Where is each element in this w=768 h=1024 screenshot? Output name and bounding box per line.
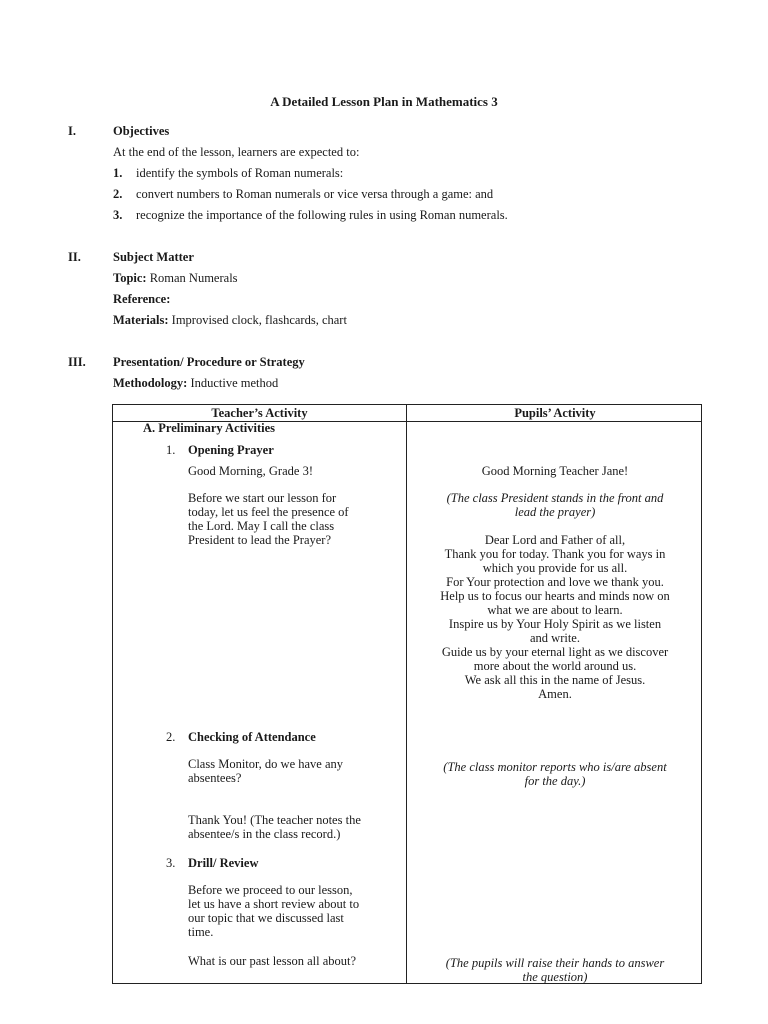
pupil-note-line: lead the prayer)	[514, 505, 596, 519]
teacher-prayer-line: Before we start our lesson for	[188, 491, 337, 505]
attendance-question-line: absentees?	[188, 771, 242, 785]
prayer-line: which you provide for us all.	[482, 561, 628, 575]
drill-line: Before we proceed to our lesson,	[188, 883, 353, 897]
topic-label: Topic:	[113, 271, 147, 285]
teacher-greeting: Good Morning, Grade 3!	[188, 464, 313, 478]
materials-value: Improvised clock, flashcards, chart	[171, 313, 347, 327]
prayer-line: Inspire us by Your Holy Spirit as we listen	[448, 617, 662, 631]
topic-line	[113, 271, 238, 285]
attendance-reply-line: (The class monitor reports who is/are absent	[443, 760, 667, 774]
materials-label: Materials:	[113, 313, 169, 327]
drill-line: let us have a short review about to	[188, 897, 360, 911]
prayer-line: more about the world around us.	[473, 659, 637, 673]
raise-hands-line: the question)	[522, 970, 588, 984]
methodology-value: Inductive method	[190, 376, 279, 390]
objective-number: 2.	[113, 187, 123, 201]
drill-line: our topic that we discussed last	[188, 911, 344, 925]
reference-label: Reference:	[113, 292, 171, 306]
item-number: 1.	[166, 443, 176, 457]
prayer-line: Guide us by your eternal light as we discover	[441, 645, 669, 659]
pupils-column-header: Pupils’ Activity	[514, 406, 596, 420]
raise-hands-line: (The pupils will raise their hands to answer	[445, 956, 665, 970]
section-number-subject-matter: II.	[68, 250, 81, 264]
prayer-line: and write.	[530, 631, 580, 645]
objective-text: recognize the importance of the following rules in using Roman numerals.	[136, 208, 508, 222]
teacher-prayer-line: today, let us feel the presence of	[188, 505, 349, 519]
prayer-line: Amen.	[538, 687, 572, 701]
drill-review-heading: Drill/ Review	[188, 856, 259, 870]
drill-line: time.	[188, 925, 214, 939]
activity-table	[112, 404, 702, 984]
prayer-line: We ask all this in the name of Jesus.	[464, 673, 646, 687]
objective-text: identify the symbols of Roman numerals:	[136, 166, 344, 180]
section-number-presentation: III.	[68, 355, 86, 369]
objectives-intro: At the end of the lesson, learners are expected to:	[113, 145, 360, 159]
past-lesson-question: What is our past lesson all about?	[188, 954, 357, 968]
objective-number: 1.	[113, 166, 123, 180]
attendance-reply-line: for the day.)	[524, 774, 586, 788]
opening-prayer-heading: Opening Prayer	[188, 443, 274, 457]
pupil-note-line: (The class President stands in the front and	[446, 491, 664, 505]
item-number: 3.	[166, 856, 176, 870]
section-heading-objectives: Objectives	[113, 124, 170, 138]
objective-text: convert numbers to Roman numerals or vice versa through a game: and	[136, 187, 494, 201]
topic-value: Roman Numerals	[149, 271, 238, 285]
prayer-line: For Your protection and love we thank you.	[446, 575, 664, 589]
thanks-line: Thank You! (The teacher notes the	[188, 813, 361, 827]
methodology-line	[113, 376, 278, 390]
materials-line	[113, 313, 347, 327]
prayer-line: what we are about to learn.	[487, 603, 623, 617]
document-title: A Detailed Lesson Plan in Mathematics 3	[270, 94, 498, 109]
teacher-column-header: Teacher’s Activity	[211, 406, 308, 420]
objective-number: 3.	[113, 208, 123, 222]
methodology-label: Methodology:	[113, 376, 188, 390]
teacher-prayer-line: President to lead the Prayer?	[188, 533, 332, 547]
thanks-line: absentee/s in the class record.)	[188, 827, 341, 841]
item-number: 2.	[166, 730, 176, 744]
prayer-line: Dear Lord and Father of all,	[484, 533, 626, 547]
section-heading-subject-matter: Subject Matter	[113, 250, 194, 264]
pupil-greeting: Good Morning Teacher Jane!	[481, 464, 629, 478]
section-heading-presentation: Presentation/ Procedure or Strategy	[113, 355, 305, 369]
section-preliminary-activities: A. Preliminary Activities	[143, 421, 276, 435]
attendance-question-line: Class Monitor, do we have any	[188, 757, 344, 771]
section-number-objectives: I.	[68, 124, 76, 138]
prayer-line: Thank you for today. Thank you for ways in	[444, 547, 666, 561]
attendance-heading: Checking of Attendance	[188, 730, 316, 744]
teacher-prayer-line: the Lord. May I call the class	[188, 519, 335, 533]
prayer-line: Help us to focus our hearts and minds now on	[440, 589, 670, 603]
